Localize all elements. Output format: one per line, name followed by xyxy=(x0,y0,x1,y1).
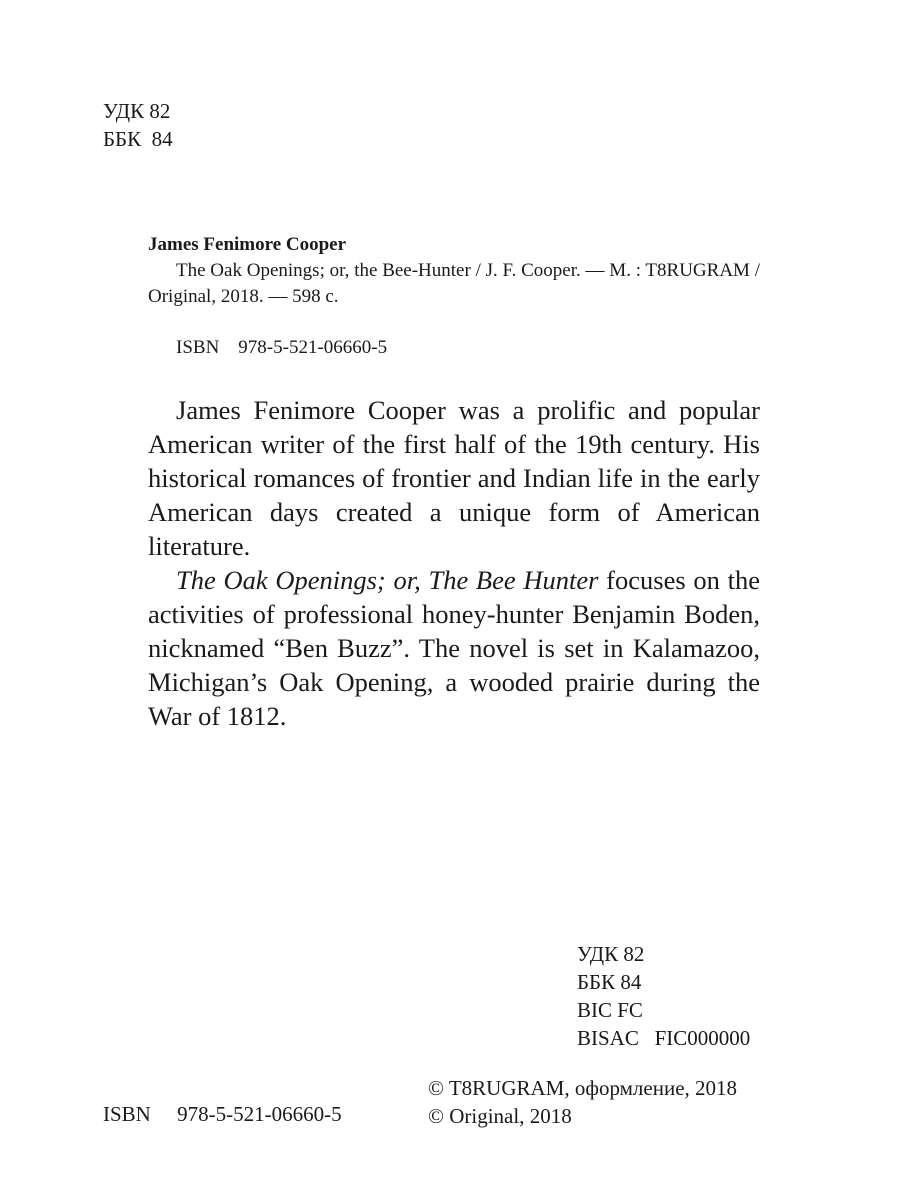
footer-bbk-code: ББК 84 xyxy=(577,970,642,994)
header-classification-codes xyxy=(103,97,173,153)
isbn-record: ISBN 978-5-521-06660-5 xyxy=(176,337,388,358)
bbk-code: ББК 84 xyxy=(103,127,173,151)
annotation xyxy=(148,393,760,733)
book-title-italic: The Oak Openings; or, The Bee Hunter xyxy=(176,565,599,595)
copyright-line-2: © Original, 2018 xyxy=(428,1104,572,1128)
bibliographic-description: The Oak Openings; or, the Bee-Hunter / J. F. Cooper. — M. : T8RUGRAM / Original, 2018. — 598 с. xyxy=(148,260,760,307)
bibliographic-record xyxy=(148,232,760,310)
footer-classification-codes xyxy=(577,940,750,1052)
footer-bic-code: BIC FC xyxy=(577,998,643,1022)
copyright-notices xyxy=(428,1074,737,1130)
udk-code: УДК 82 xyxy=(103,99,171,123)
footer-isbn: ISBN 978-5-521-06660-5 xyxy=(103,1102,342,1126)
annotation-paragraph-2-text: focuses on the activities of professional honey-hunter Benjamin Boden, nicknamed “Ben Buzz”. The novel is set in Kalamazoo, Michigan’s Oak Opening, a wooded prairie during the War of 1812. xyxy=(148,565,760,731)
footer-udk-code: УДК 82 xyxy=(577,942,645,966)
annotation-paragraph-2 xyxy=(148,563,760,733)
copyright-line-1: © T8RUGRAM, оформление, 2018 xyxy=(428,1076,738,1100)
footer-bisac-code: BISAC FIC000000 xyxy=(577,1026,751,1050)
annotation-paragraph-1: James Fenimore Cooper was a prolific and popular American writer of the first half of the 19th century. His historical romances of frontier and Indian life in the early American days created a unique form of American literature. xyxy=(148,395,760,561)
author-name: James Fenimore Cooper xyxy=(148,234,347,255)
